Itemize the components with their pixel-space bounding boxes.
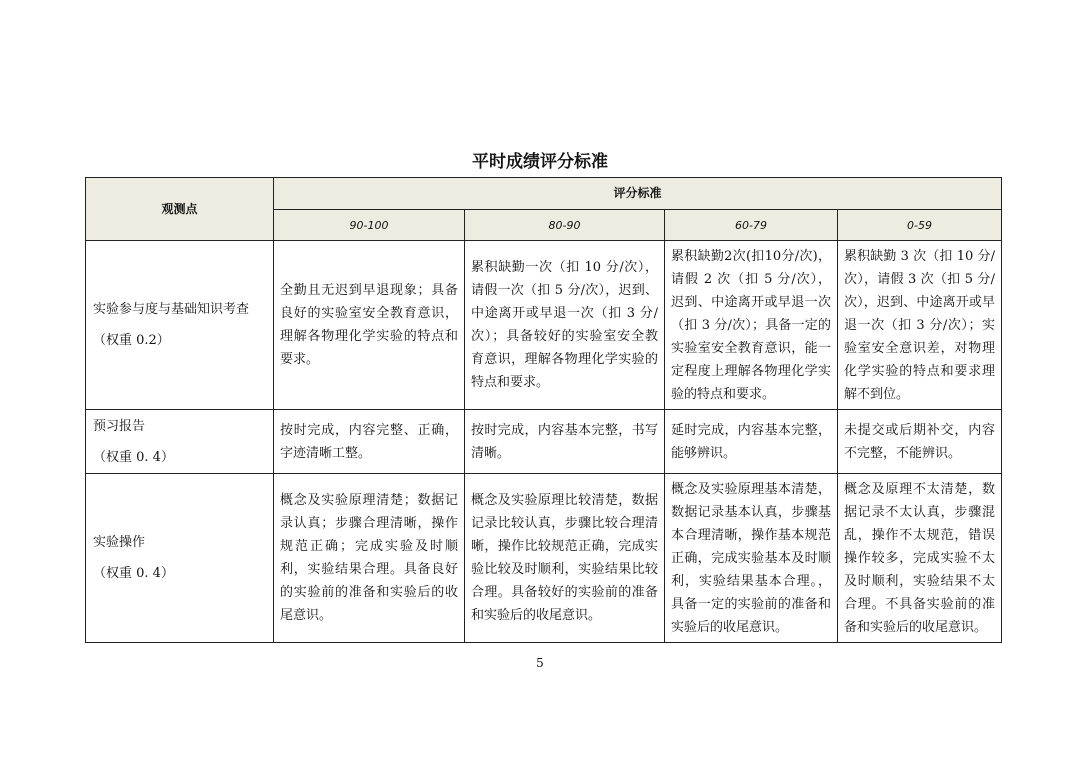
criteria-cell: 概念及实验原理清楚；数据记录认真；步骤合理清晰，操作规范正确；完成实验及时顺利，实验结果合理。具备良好的实验前的准备和实验后的收尾意识。 — [274, 474, 465, 643]
criteria-cell: 按时完成，内容完整、正确，字迹清晰工整。 — [274, 410, 465, 474]
observation-point — [86, 241, 274, 410]
header-row — [86, 178, 1002, 210]
criteria-cell: 概念及实验原理基本清楚，数据记录基本认真，步骤基本合理清晰，操作基本规范正确，完成实验基本及时顺利，实验结果基本合理。，具备一定的实验前的准备和实验后的收尾意识。 — [665, 474, 838, 643]
observation-weight: （权重 0.2） — [93, 333, 170, 348]
header-grade-3: 60-79 — [665, 210, 838, 241]
criteria-cell: 延时完成，内容基本完整，能够辨识。 — [665, 410, 838, 474]
criteria-cell: 全勤且无迟到早退现象；具备良好的实验室安全教育意识，理解各物理化学实验的特点和要求。 — [274, 241, 465, 410]
page-number: 5 — [536, 656, 544, 670]
criteria-cell: 累积缺勤2次(扣10分/次)，请假 2 次（扣 5 分/次），迟到、中途离开或早退一次（扣 3 分/次）；具备一定的实验室安全教育意识，能一定程度上理解各物理化学实验的特点和要求。 — [665, 241, 838, 410]
table-row — [86, 241, 1002, 410]
criteria-cell: 概念及原理不太清楚，数据记录不太认真，步骤混乱，操作不太规范，错误操作较多，完成实验不太及时顺利，实验结果不太合理。不具备实验前的准备和实验后的收尾意识。 — [838, 474, 1002, 643]
header-grade-4: 0-59 — [838, 210, 1002, 241]
header-observation: 观测点 — [86, 178, 274, 241]
observation-point — [86, 474, 274, 643]
observation-label: 预习报告 — [93, 418, 146, 434]
page-title: 平时成绩评分标准 — [472, 152, 608, 172]
header-criteria: 评分标准 — [274, 178, 1002, 210]
observation-label: 实验操作 — [93, 535, 146, 550]
criteria-cell: 概念及实验原理比较清楚，数据记录比较认真，步骤比较合理清晰，操作比较规范正确，完成实验比较及时顺利，实验结果比较合理。具备较好的实验前的准备和实验后的收尾意识。 — [465, 474, 665, 643]
observation-weight: （权重 0. 4） — [93, 566, 174, 581]
observation-label: 实验参与度与基础知识考查 — [93, 302, 250, 317]
criteria-cell: 累积缺勤一次（扣 10 分/次），请假一次（扣 5 分/次），迟到、中途离开或早退一次（扣 3 分/次）；具备较好的实验室安全教育意识，理解各物理化学实验的特点和要求。 — [465, 241, 665, 410]
header-grade-2: 80-90 — [465, 210, 665, 241]
observation-point — [86, 410, 274, 474]
table-row — [86, 410, 1002, 474]
criteria-cell: 未提交或后期补交，内容不完整，不能辨识。 — [838, 410, 1002, 474]
table-row — [86, 474, 1002, 643]
observation-weight: （权重 0. 4） — [93, 449, 174, 465]
criteria-cell: 按时完成，内容基本完整，书写清晰。 — [465, 410, 665, 474]
criteria-cell: 累积缺勤 3 次（扣 10 分/次），请假 3 次（扣 5 分/次），迟到、中途离开或早退一次（扣 3 分/次）；实验室安全意识差，对物理化学实验的特点和要求理解不到位。 — [838, 241, 1002, 410]
header-grade-1: 90-100 — [274, 210, 465, 241]
grading-table — [85, 177, 1002, 643]
